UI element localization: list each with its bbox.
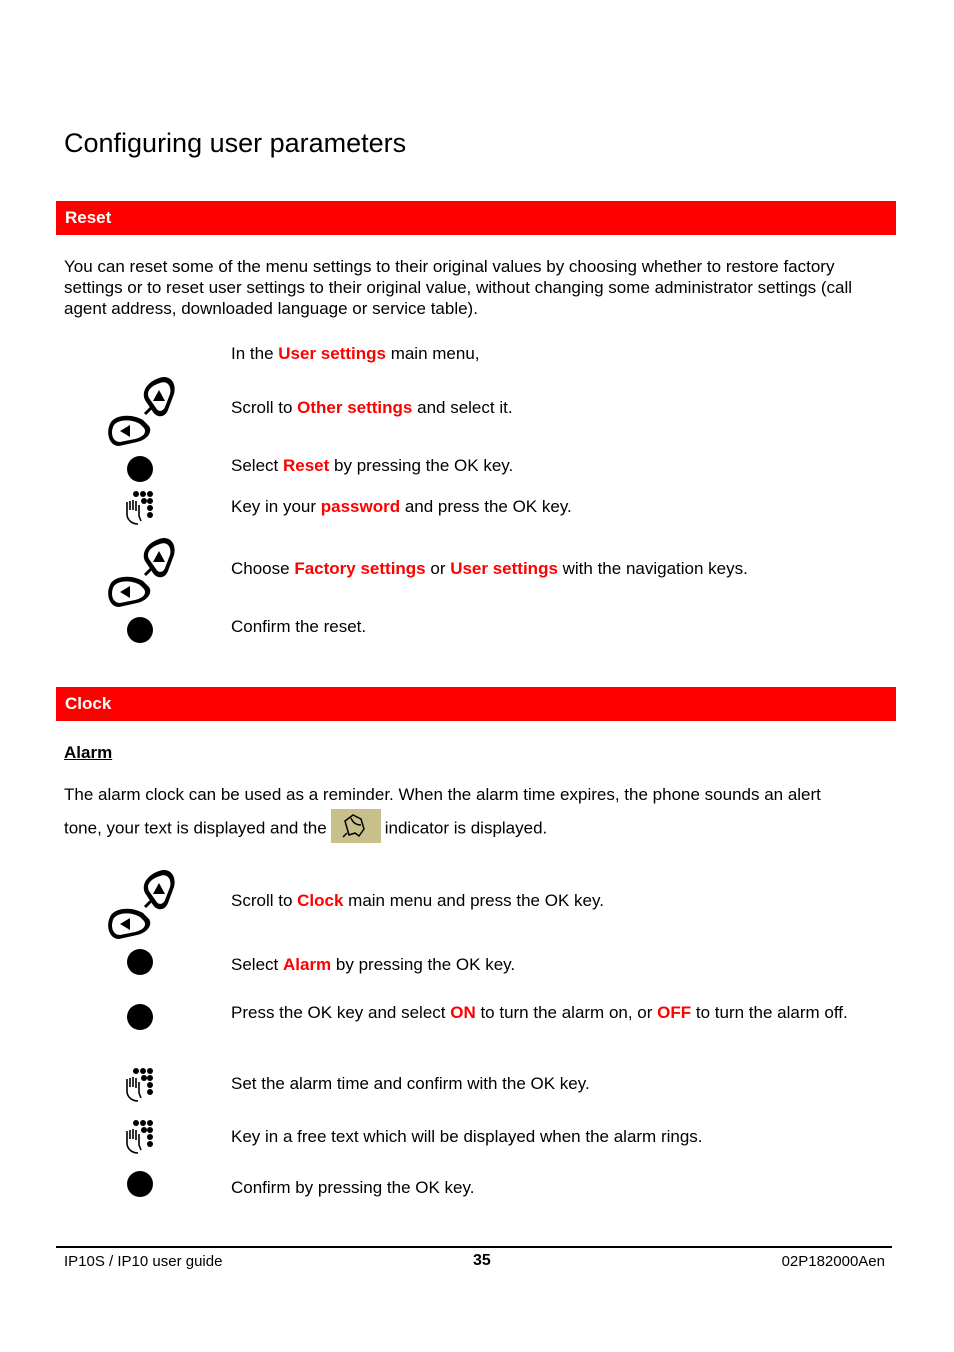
page-title: Configuring user parameters xyxy=(64,128,407,158)
ok-key-icon xyxy=(127,617,153,643)
keypad-icon xyxy=(124,1119,156,1155)
section-heading-reset: Reset xyxy=(65,208,112,227)
reset-step-3: Select Reset by pressing the OK key. xyxy=(231,456,514,475)
page-number: 35 xyxy=(473,1252,491,1269)
reset-step-6: Confirm the reset. xyxy=(231,617,367,636)
subheading-alarm: Alarm xyxy=(64,743,113,762)
clock-step-3: Press the OK key and select ON to turn the alarm on, or OFF to turn the alarm off. xyxy=(231,1003,848,1022)
section-heading-clock: Clock xyxy=(65,694,112,713)
keypad-icon xyxy=(124,1067,156,1103)
clock-step-5: Key in a free text which will be displayed when the alarm rings. xyxy=(231,1127,703,1146)
clock-step-6: Confirm by pressing the OK key. xyxy=(231,1178,475,1197)
clock-step-1: Scroll to Clock main menu and press the OK key. xyxy=(231,891,604,910)
reset-step-2: Scroll to Other settings and select it. xyxy=(231,398,513,417)
alarm-bell-indicator-icon xyxy=(331,809,381,843)
section-bar-reset xyxy=(56,201,896,235)
navigation-keys-icon xyxy=(103,535,179,611)
footer-right: 02P182000Aen xyxy=(781,1253,885,1270)
reset-step-1: In the User settings main menu, xyxy=(231,344,480,363)
clock-step-2: Select Alarm by pressing the OK key. xyxy=(231,955,516,974)
ok-key-icon xyxy=(127,1004,153,1030)
keypad-icon xyxy=(124,490,156,526)
reset-intro: You can reset some of the menu settings to their original values by choosing whether to restore factory settings or to reset user settings to their original value, without changing some administrator settings (call agent address, downloaded language or service table). xyxy=(64,257,853,318)
footer-rule xyxy=(56,1246,892,1248)
reset-step-5: Choose Factory settings or User settings with the navigation keys. xyxy=(231,559,748,578)
section-bar-clock xyxy=(56,687,896,721)
footer-left: IP10S / IP10 user guide xyxy=(64,1253,223,1270)
clock-step-4: Set the alarm time and confirm with the OK key. xyxy=(231,1074,590,1093)
reset-step-4: Key in your password and press the OK key. xyxy=(231,497,572,516)
navigation-keys-icon xyxy=(103,867,179,943)
ok-key-icon xyxy=(127,949,153,975)
ok-key-icon xyxy=(127,1171,153,1197)
ok-key-icon xyxy=(127,456,153,482)
alarm-intro: The alarm clock can be used as a reminder. When the alarm time expires, the phone sounds an alert tone, your text is displayed and the indicator is displayed. xyxy=(64,784,884,846)
navigation-keys-icon xyxy=(103,374,179,450)
